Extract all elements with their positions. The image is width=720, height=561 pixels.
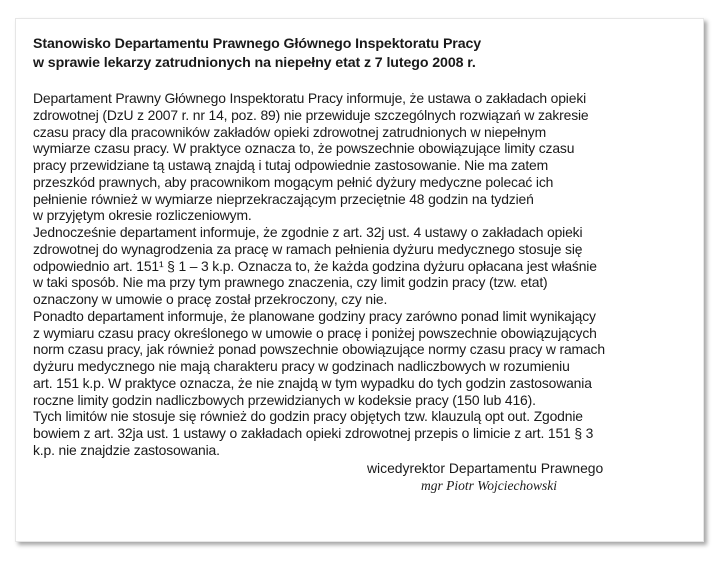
- body-line: Tych limitów nie stosuje się również do godzin pracy objętych tzw. klauzulą opt out. Zgodnie: [33, 408, 583, 425]
- body-line: oznaczony w umowie o pracę został przekroczony, czy nie.: [33, 291, 388, 307]
- body-line: bowiem z art. 32ja ust. 1 ustawy o zakładach opieki zdrowotnej przepis o limicie z art. 151 § 3: [33, 425, 594, 441]
- signature-role: wicedyrektor Departamentu Prawnego: [367, 459, 604, 476]
- body-line: pełnienie również w wymiarze nieprzekraczającym przeciętnie 48 godzin na tydzień: [33, 190, 534, 207]
- body-line: pracy przewidziane tą ustawą znajdą i tutaj odpowiednie zastosowanie. Nie ma zatem: [33, 157, 549, 173]
- body-line: Ponadto departament informuje, że planowane godziny pracy zarówno ponad limit wynikający: [33, 307, 596, 324]
- body-line: zdrowotnej (DzU z 2007 r. nr 14, poz. 89) nie przewiduje szczególnych rozwiązań w zakresie: [33, 106, 589, 123]
- body-line: norm czasu pracy, jak również ponad powszechnie obowiązujące normy czasu pracy w ramach: [33, 341, 605, 358]
- document-title: [33, 35, 685, 73]
- body-line: odpowiednio art. 151¹ § 1 – 3 k.p. Oznacza to, że każda godzina dyżuru opłacana jest właśnie: [33, 257, 597, 274]
- title-line: w sprawie lekarzy zatrudnionych na niepełny etat z 7 lutego 2008 r.: [33, 55, 476, 71]
- body-line: dyżuru medycznego nie mają charakteru pracy w godzinach nadliczbowych w rozumieniu: [33, 358, 570, 374]
- body-line: k.p. nie znajdzie zastosowania.: [33, 441, 220, 458]
- body-line: w przyjętym okresie rozliczeniowym.: [33, 207, 252, 224]
- body-line: z wymiaru czasu pracy określonego w umowie o pracę i poniżej powszechnie obowiązujących: [33, 324, 597, 341]
- signature-name: mgr Piotr Wojciechowski: [421, 477, 557, 493]
- body-line: czasu pracy dla pracowników zakładów opieki zdrowotnej zatrudnionych w niepełnym: [33, 123, 547, 140]
- title-line: Stanowisko Departamentu Prawnego Głównego Inspektoratu Pracy: [33, 36, 482, 52]
- body-line: Jednocześnie departament informuje, że zgodnie z art. 32j ust. 4 ustawy o zakładach opieki: [33, 224, 583, 240]
- body-line: zdrowotnej do wynagrodzenia za pracę w ramach pełnienia dyżuru medycznego stosuje się: [33, 240, 583, 257]
- signature-block: [367, 459, 685, 495]
- body-line: roczne limity godzin nadliczbowych przewidzianych w kodeksie pracy (150 lub 416).: [33, 391, 536, 408]
- body-line: art. 151 k.p. W praktyce oznacza, że nie znajdą w tym wypadku do tych godzin zastosowania: [33, 374, 592, 391]
- document-body: [33, 90, 685, 459]
- document-card: [15, 18, 704, 542]
- body-line: w taki sposób. Nie ma przy tym prawnego znaczenia, czy limit godzin pracy (tzw. etat): [33, 274, 548, 291]
- body-line: przeszkód prawnych, aby pracownikom mogącym pełnić dyżury medyczne polecać ich: [33, 173, 554, 190]
- body-line: Departament Prawny Głównego Inspektoratu Pracy informuje, że ustawa o zakładach opieki: [33, 90, 587, 106]
- body-line: wymiarze czasu pracy. W praktyce oznacza to, że powszechnie obowiązujące limity czasu: [33, 140, 575, 157]
